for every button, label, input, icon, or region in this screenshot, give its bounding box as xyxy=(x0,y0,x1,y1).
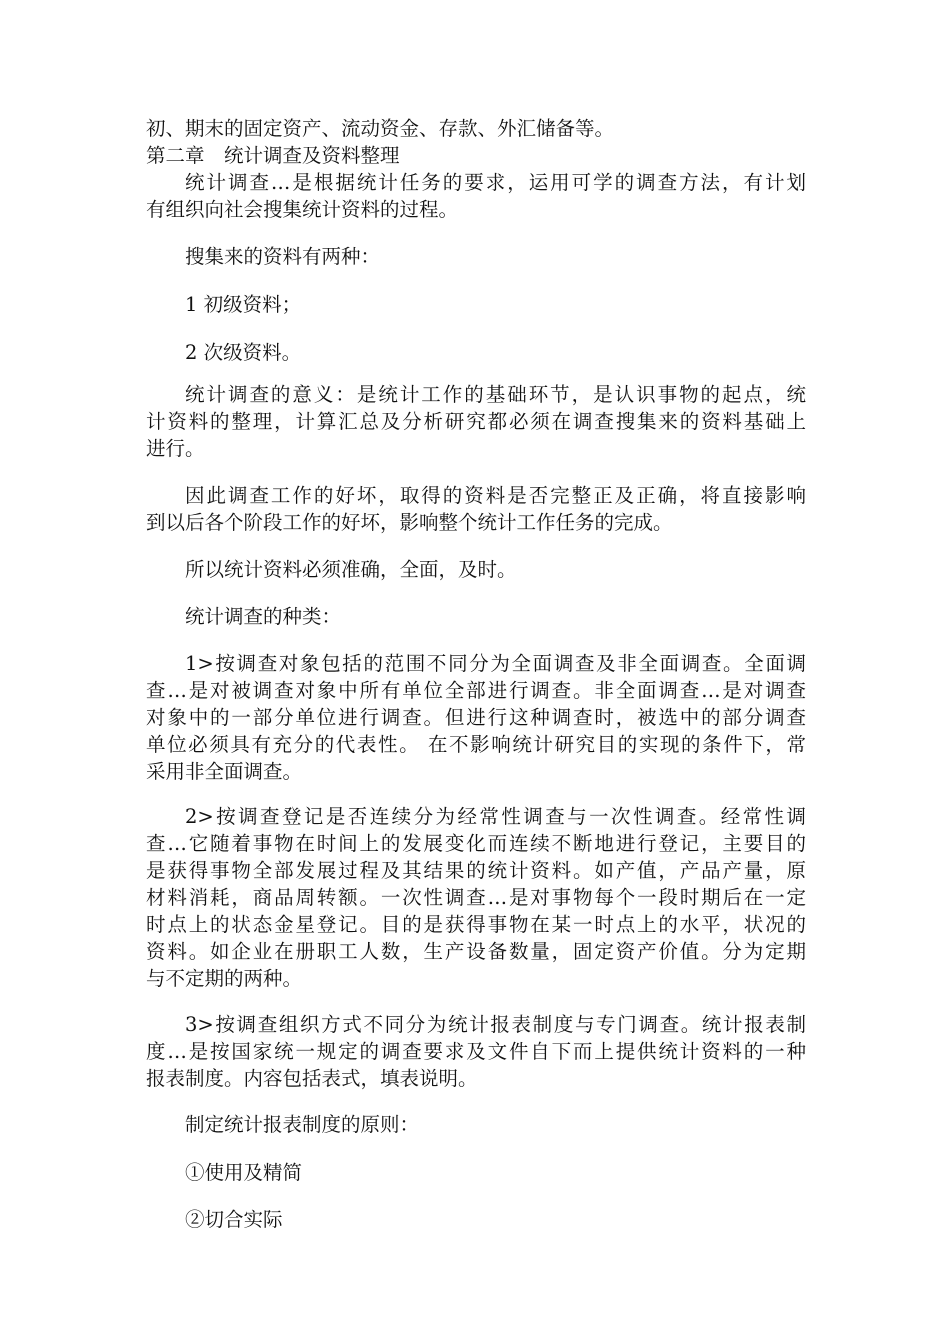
text-line: 3>按调查组织方式不同分为统计报表制度与专门调查。统计报表制 xyxy=(185,1013,806,1036)
text-line: 统计调查的种类： xyxy=(185,605,342,628)
text-line: 与不定期的两种。 xyxy=(146,967,303,990)
text-line: 所以统计资料必须准确，全面，及时。 xyxy=(185,558,517,581)
text-line: 查…它随着事物在时间上的发展变化而连续不断地进行登记，主要目的 xyxy=(146,832,806,855)
text-line: 是获得事物全部发展过程及其结果的统计资料。如产值，产品产量，原 xyxy=(146,859,806,882)
text-line: 度…是按国家统一规定的调查要求及文件自下而上提供统计资料的一种 xyxy=(146,1040,806,1063)
text-line: 制定统计报表制度的原则： xyxy=(185,1113,420,1136)
text-line: 统计调查的意义：是统计工作的基础环节，是认识事物的起点，统 xyxy=(185,383,806,406)
text-line: 因此调查工作的好坏，取得的资料是否完整正及正确，将直接影响 xyxy=(185,484,806,507)
text-line: 采用非全面调查。 xyxy=(146,760,303,783)
text-line: 2>按调查登记是否连续分为经常性调查与一次性调查。经常性调 xyxy=(185,805,806,828)
text-line: 计资料的整理，计算汇总及分析研究都必须在调查搜集来的资料基础上 xyxy=(146,410,806,433)
list-item: 1 初级资料； xyxy=(185,293,302,316)
chapter-heading: 第二章 统计调查及资料整理 xyxy=(146,144,400,167)
text-line: 资料。如企业在册职工人数，生产设备数量，固定资产价值。分为定期 xyxy=(146,940,806,963)
text-line: 1>按调查对象包括的范围不同分为全面调查及非全面调查。全面调 xyxy=(185,652,806,675)
list-item: 2 次级资料。 xyxy=(185,341,302,364)
text-line: 初、期末的固定资产、流动资金、存款、外汇储备等。 xyxy=(146,117,615,140)
text-line: 单位必须具有充分的代表性。 在不影响统计研究目的实现的条件下，常 xyxy=(146,733,806,756)
text-line: 时点上的状态金星登记。目的是获得事物在某一时点上的水平，状况的 xyxy=(146,913,806,936)
text-line: 进行。 xyxy=(146,437,205,460)
text-line: 对象中的一部分单位进行调查。但进行这种调查时，被选中的部分调查 xyxy=(146,706,806,729)
text-line: 材料消耗，商品周转额。一次性调查…是对事物每个一段时期后在一定 xyxy=(146,886,806,909)
text-line: 统计调查…是根据统计任务的要求，运用可学的调查方法，有计划 xyxy=(185,171,806,194)
list-item: ①使用及精简 xyxy=(185,1161,303,1184)
text-line: 搜集来的资料有两种： xyxy=(185,245,381,268)
text-line: 报表制度。内容包括表式，填表说明。 xyxy=(146,1067,478,1090)
text-line: 到以后各个阶段工作的好坏，影响整个统计工作任务的完成。 xyxy=(146,511,673,534)
text-line: 查…是对被调查对象中所有单位全部进行调查。非全面调查…是对调查 xyxy=(146,679,806,702)
list-item: ②切合实际 xyxy=(185,1208,283,1231)
text-line: 有组织向社会搜集统计资料的过程。 xyxy=(146,198,459,221)
